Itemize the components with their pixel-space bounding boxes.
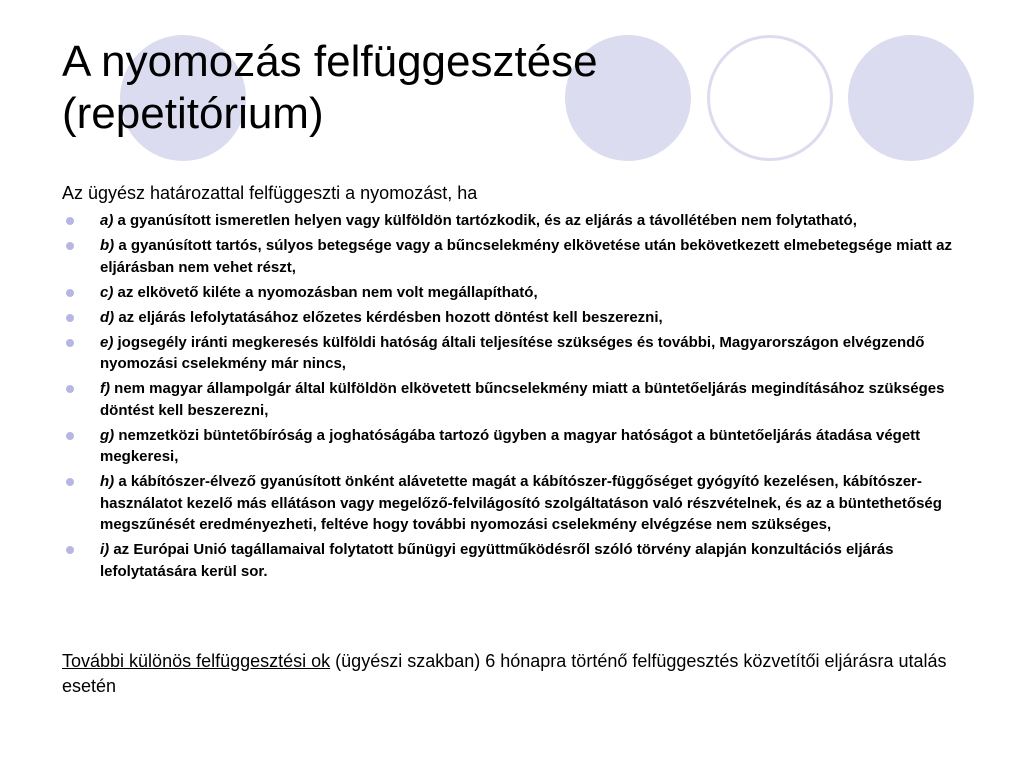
bullet-dot-icon: [66, 478, 74, 486]
item-letter: a): [100, 212, 114, 229]
item-letter: e): [100, 333, 114, 351]
bullet-dot-icon: [66, 289, 74, 297]
slide-title: [62, 36, 862, 140]
title-line-1: A nyomozás felfüggesztése: [62, 37, 598, 86]
item-letter: f): [100, 380, 110, 397]
item-letter: g): [100, 426, 115, 444]
bullet-dot-icon: [66, 314, 74, 322]
footer-rest: (ügyészi szakban) 6 hónapra történő felfüggesztés közvetítői eljárásra utalás esetén: [62, 651, 947, 696]
bullet-dot-icon: [66, 546, 74, 554]
item-letter: i): [100, 541, 110, 558]
bullet-dot-icon: [66, 242, 74, 250]
item-letter: h): [100, 473, 115, 490]
item-text: az Európai Unió tagállamaival folytatott bűnügyi együttműködésről szóló törvény alapján konzultációs eljárás lefolytatására kerül sor.: [100, 541, 894, 580]
bullet-dot-icon: [66, 385, 74, 393]
bullet-dot-icon: [66, 432, 74, 440]
item-text: a kábítószer-élvező gyanúsított önként alávetette magát a kábítószer-függőséget gyógyító kezelésen, kábítószer-használatot kezelő más ellátáson vagy megelőző-felvilágosító szolgáltatáson való részvételnek, és az a büntethetőség megszűnését eredményezheti, feltéve hogy további nyomozási cselekmény elvégzése nem szükséges,: [100, 473, 942, 533]
list-item: [62, 282, 952, 304]
list-item: [62, 378, 952, 421]
decorative-circle: [848, 35, 974, 161]
bullet-list: [62, 210, 952, 586]
item-letter: d): [100, 308, 115, 326]
bullet-dot-icon: [66, 217, 74, 225]
list-item: [62, 210, 952, 232]
list-item: [62, 307, 952, 329]
bullet-dot-icon: [66, 339, 74, 347]
list-item: [62, 235, 952, 278]
item-text: az eljárás lefolytatásához előzetes kérdésben hozott döntést kell beszerezni,: [114, 308, 663, 326]
list-item: [62, 332, 952, 375]
list-item: [62, 425, 952, 468]
item-text: nemzetközi büntetőbíróság a joghatóságába tartozó ügyben a magyar hatóságot a büntetőeljárás átadása végett megkeresi,: [100, 426, 921, 465]
intro-text: Az ügyész határozattal felfüggeszti a nyomozást, ha: [62, 183, 478, 203]
item-letter: b): [100, 237, 115, 254]
item-text: jogsegély iránti megkeresés külföldi hatóság általi teljesítése szükséges és további, Magyarországon elvégzendő nyomozási cselekmény már nincs,: [100, 333, 925, 372]
list-item: [62, 539, 952, 582]
footer-link[interactable]: További különös felfüggesztési ok: [62, 651, 331, 671]
footer-text: [62, 649, 962, 699]
title-line-2: (repetitórium): [62, 89, 324, 138]
item-letter: c): [100, 283, 114, 301]
item-text: a gyanúsított ismeretlen helyen vagy külföldön tartózkodik, és az eljárás a távollétében nem folytatható,: [113, 212, 857, 229]
list-item: [62, 471, 952, 536]
item-text: nem magyar állampolgár által külföldön elkövetett bűncselekmény miatt a büntetőeljárás megindításához szükséges döntést kell beszerezni,: [100, 380, 945, 419]
item-text: az elkövető kiléte a nyomozásban nem volt megállapítható,: [113, 283, 538, 301]
item-text: a gyanúsított tartós, súlyos betegsége vagy a bűncselekmény elkövetése után bekövetkezett elmebetegsége miatt az eljárásban nem vehet részt,: [100, 237, 952, 276]
